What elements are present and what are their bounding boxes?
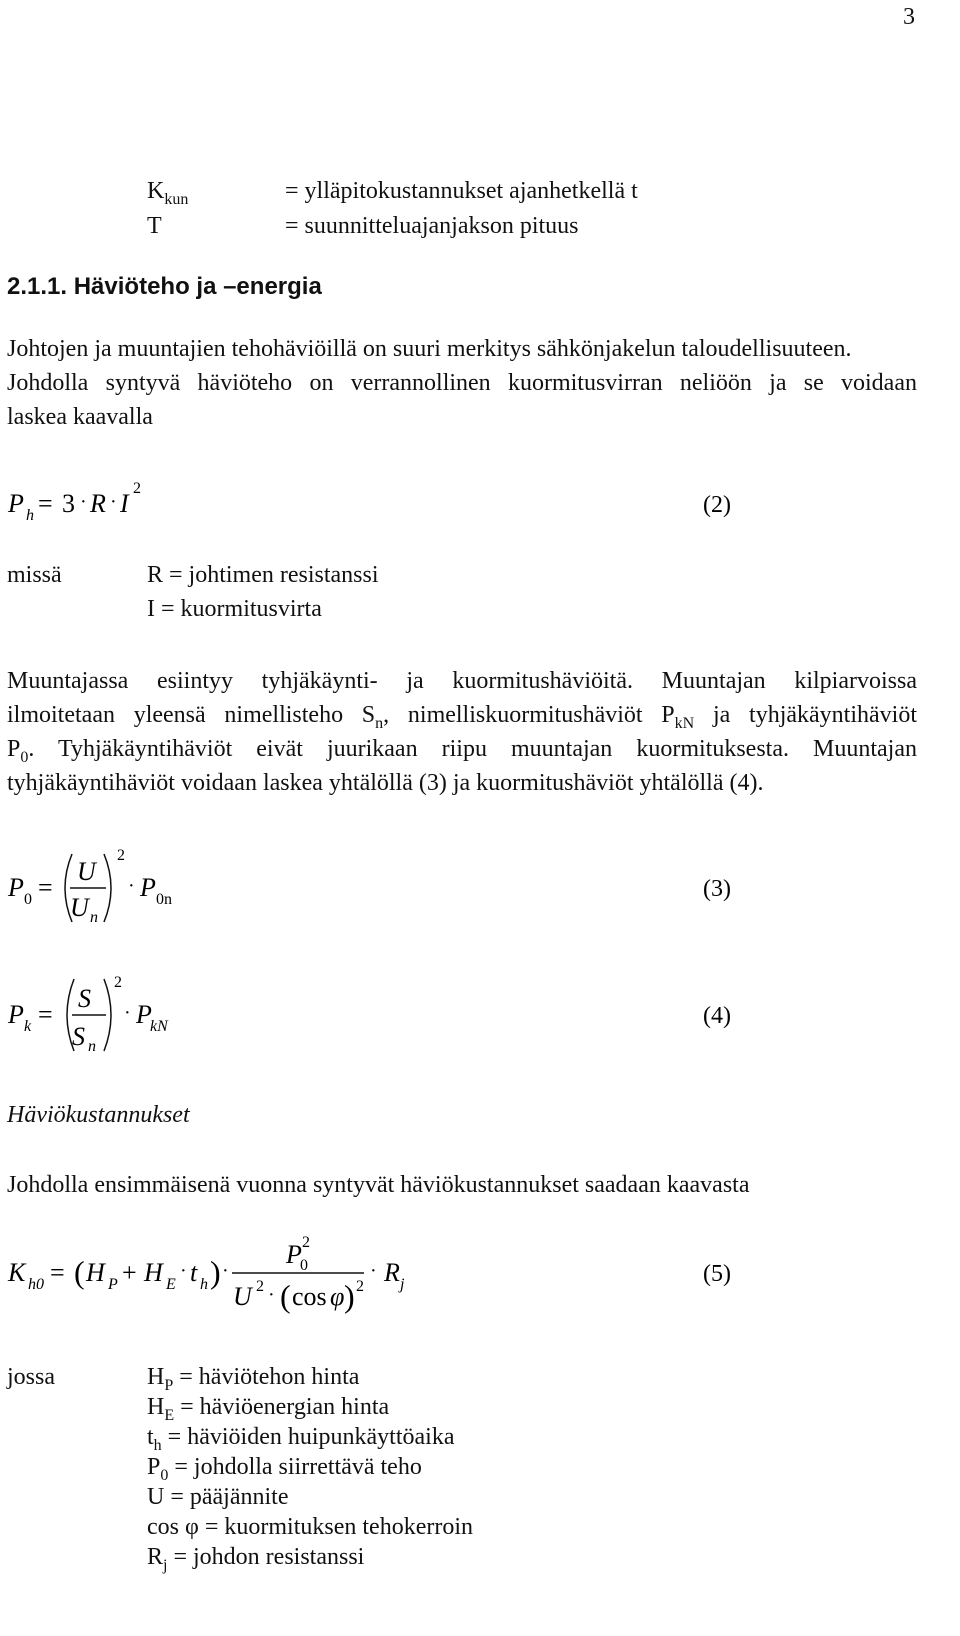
svg-text:=: = <box>38 873 53 902</box>
definition-text: = ylläpitokustannukset ajanhetkellä t <box>285 178 638 204</box>
svg-text:U: U <box>77 857 96 886</box>
svg-text:(3): (3) <box>703 876 731 902</box>
eq2-r: R <box>90 489 106 518</box>
svg-text:U: U <box>233 1282 252 1311</box>
svg-text:·: · <box>222 1260 229 1282</box>
jossa-item: $P_0$ = johdolla siirrettävä teho <box>147 1454 422 1484</box>
eq2-lhs: P <box>8 489 24 518</box>
definition-text: = suunnitteluajanjakson pituus <box>285 213 579 239</box>
svg-text:(4): (4) <box>703 1003 731 1029</box>
svg-text:P: P <box>140 873 156 902</box>
paragraph-line: $P_0$. Tyhjäkäyntihäviöt eivät juurikaan riipu muuntajan kuormituksesta. Muuntajan <box>7 736 917 766</box>
svg-text:(: ( <box>280 1278 291 1314</box>
jossa-item: $t_h$ = häviöiden huipunkäyttöaika <box>147 1424 455 1454</box>
missa-item: R = johtimen resistanssi <box>147 562 379 588</box>
svg-text:P: P <box>108 1276 118 1293</box>
svg-text:2: 2 <box>356 1278 364 1295</box>
equation-5 <box>0 1225 960 1325</box>
eq2-equals: = <box>38 489 53 518</box>
svg-text:): ) <box>210 1254 221 1290</box>
paragraph-line: Johdolla syntyvä häviöteho on verrannollinen kuormitusvirran neliöön ja se voidaan <box>7 370 917 396</box>
svg-text:h0: h0 <box>28 1276 44 1293</box>
missa-item: I = kuormitusvirta <box>147 596 322 622</box>
svg-text:E: E <box>166 1276 176 1293</box>
svg-text:kN: kN <box>150 1018 168 1035</box>
svg-text:k: k <box>24 1018 32 1035</box>
svg-text:K: K <box>8 1258 26 1287</box>
paragraph-line: ilmoitetaan yleensä nimellisteho $S_n$, nimelliskuormitushäviöt $P_{kN}$ ja tyhjäkäyntihäviöt <box>7 702 917 732</box>
svg-text:2: 2 <box>114 974 122 991</box>
svg-text:): ) <box>344 1278 355 1314</box>
svg-text:2: 2 <box>117 847 125 864</box>
svg-text:S: S <box>78 984 91 1013</box>
jossa-item: $R_j$ = johdon resistanssi <box>147 1544 365 1574</box>
jossa-item: $H_E$ = häviöenergian hinta <box>147 1394 390 1424</box>
jossa-item: $H_P$ = häviötehon hinta <box>147 1364 360 1394</box>
svg-text:n: n <box>88 1038 96 1055</box>
svg-text:U: U <box>70 893 89 922</box>
svg-text:cos: cos <box>292 1282 327 1311</box>
svg-text:S: S <box>72 1022 85 1051</box>
svg-text:H: H <box>144 1258 163 1287</box>
equation-3 <box>0 840 960 940</box>
paragraph-line: Johdolla ensimmäisenä vuonna syntyvät häviökustannukset saadaan kaavasta <box>7 1172 750 1198</box>
eq2-number: (2) <box>703 492 731 518</box>
svg-text:2: 2 <box>256 1278 264 1295</box>
svg-text:h: h <box>200 1276 208 1293</box>
svg-text:·: · <box>128 875 135 897</box>
definition-symbol: T <box>147 213 162 239</box>
svg-text:+: + <box>122 1258 137 1287</box>
svg-text:(: ( <box>74 1254 85 1290</box>
svg-text:=: = <box>50 1258 65 1287</box>
equation-2 <box>0 470 960 530</box>
svg-text:0n: 0n <box>156 891 172 908</box>
svg-text:2: 2 <box>302 1234 310 1251</box>
svg-text:j: j <box>400 1276 405 1293</box>
eq2-exp: 2 <box>133 480 141 497</box>
definition-symbol: $K_{kun}$ <box>147 178 189 208</box>
svg-text:n: n <box>90 909 98 926</box>
equation-4 <box>0 965 960 1065</box>
paragraph-line: tyhjäkäyntihäviöt voidaan laskea yhtälöllä (3) ja kuormitushäviöt yhtälöllä (4). <box>7 770 764 796</box>
svg-text:R: R <box>384 1258 400 1287</box>
eq2-dot: · <box>80 491 87 513</box>
svg-text:P: P <box>8 873 24 902</box>
jossa-label: jossa <box>7 1364 55 1390</box>
svg-text:·: · <box>268 1284 275 1306</box>
svg-text:·: · <box>370 1260 377 1282</box>
paragraph-line: laskea kaavalla <box>7 404 153 430</box>
eq2-coef: 3 <box>62 489 75 518</box>
jossa-item: U = pääjännite <box>147 1484 289 1510</box>
svg-text:t: t <box>190 1258 198 1287</box>
section-heading: 2.1.1. Häviöteho ja –energia <box>7 273 322 300</box>
svg-text:·: · <box>180 1260 187 1282</box>
eq2-dot: · <box>110 491 117 513</box>
eq2-lhs-sub: h <box>26 507 34 524</box>
paragraph-line: Muuntajassa esiintyy tyhjäkäynti- ja kuormitushäviöitä. Muuntajan kilpiarvoissa <box>7 668 917 694</box>
svg-text:0: 0 <box>300 1257 308 1274</box>
svg-text:P: P <box>286 1240 302 1269</box>
paragraph-line: Johtojen ja muuntajien tehohäviöillä on suuri merkitys sähkönjakelun taloudellisuuteen. <box>7 336 852 362</box>
subheading: Häviökustannukset <box>7 1102 190 1128</box>
svg-text:=: = <box>38 1000 53 1029</box>
svg-text:P: P <box>136 1000 152 1029</box>
svg-text:P: P <box>8 1000 24 1029</box>
missa-label: missä <box>7 562 62 588</box>
eq2-i: I <box>120 489 129 518</box>
page-number: 3 <box>903 4 915 30</box>
svg-text:(5): (5) <box>703 1261 731 1287</box>
jossa-item: cos φ = kuormituksen tehokerroin <box>147 1514 473 1540</box>
svg-text:0: 0 <box>24 891 32 908</box>
svg-text:H: H <box>86 1258 105 1287</box>
svg-text:·: · <box>124 1002 131 1024</box>
svg-text:φ: φ <box>330 1282 345 1311</box>
